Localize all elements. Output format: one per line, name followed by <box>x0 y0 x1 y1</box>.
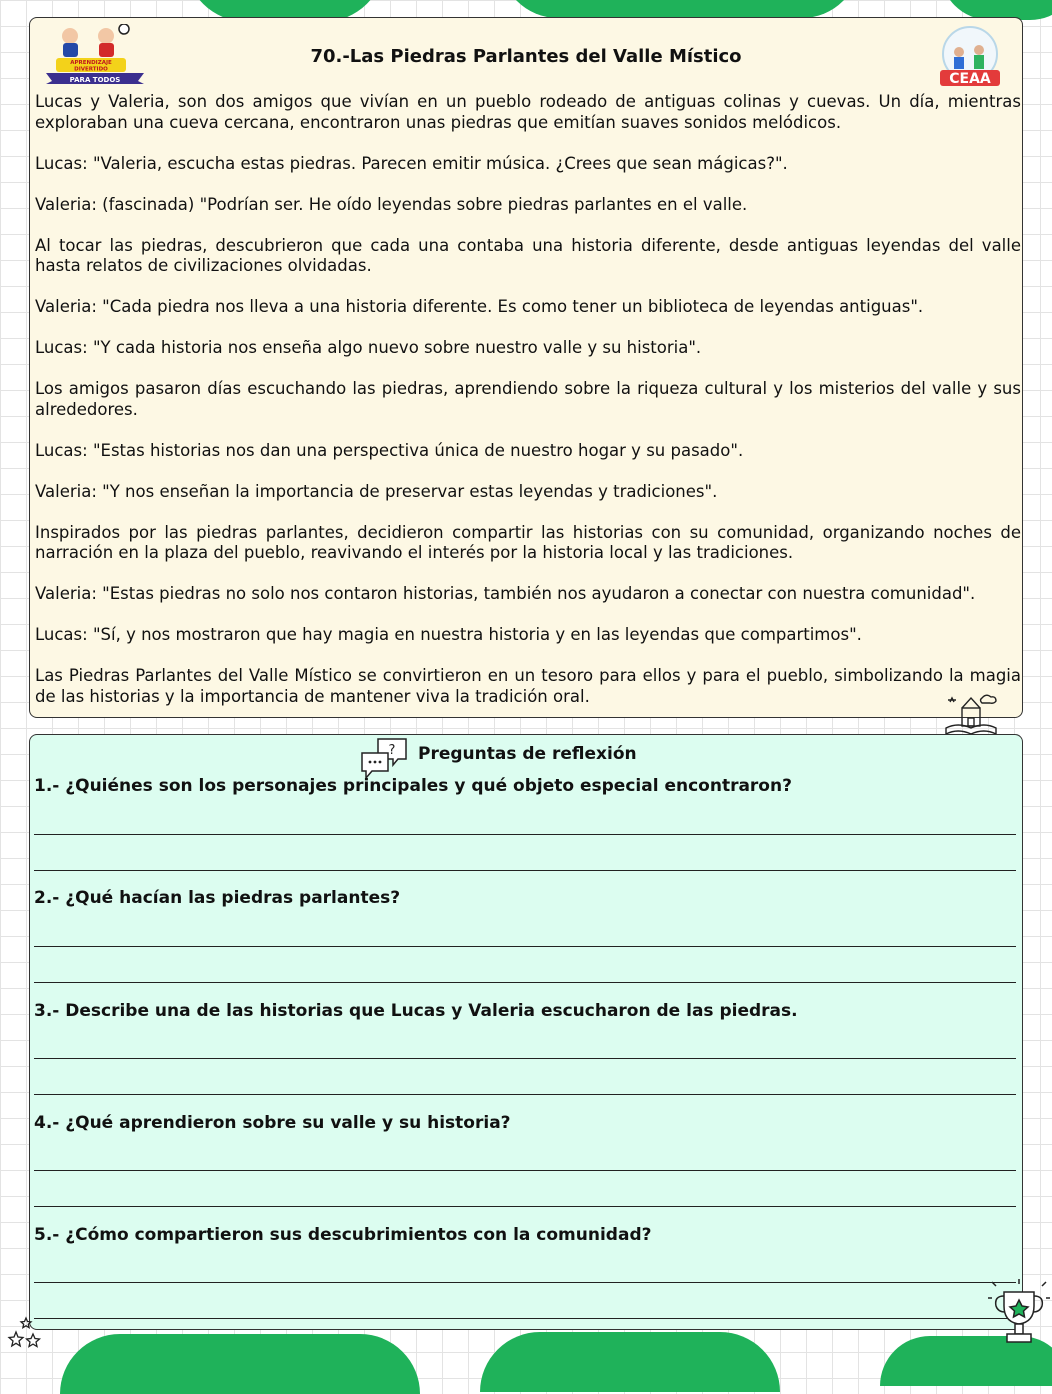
question-1: 1.- ¿Quiénes son los personajes principales y qué objeto especial encontraron? <box>34 776 792 796</box>
story-paragraph: Valeria: "Cada piedra nos lleva a una historia diferente. Es como tener un biblioteca de leyendas antiguas". <box>35 297 924 316</box>
reflection-title: Preguntas de reflexión <box>418 744 637 764</box>
answer-line[interactable] <box>34 1318 1016 1319</box>
logo-text-line-1: APRENDIZAJE <box>70 60 112 66</box>
top-center-green-decoration <box>500 0 860 18</box>
logo-ceaa-text: CEAA <box>949 71 991 87</box>
story-paragraph: Valeria: (fascinada) "Podrían ser. He oído leyendas sobre piedras parlantes en el valle. <box>35 194 748 214</box>
answer-line[interactable] <box>34 1206 1016 1207</box>
story-paragraph: Valeria: "Estas piedras no solo nos contaron historias, también nos ayudaron a conectar con nuestra comunidad". <box>35 584 976 603</box>
answer-line[interactable] <box>34 946 1016 947</box>
story-paragraph: Valeria: "Y nos enseñan la importancia de preservar estas leyendas y tradiciones". <box>35 481 718 501</box>
story-title: 70.-Las Piedras Parlantes del Valle Místico <box>310 46 742 67</box>
answer-line[interactable] <box>34 1170 1016 1171</box>
answer-line[interactable] <box>34 1282 1016 1283</box>
story-paragraph: Lucas: "Estas historias nos dan una perspectiva única de nuestro hogar y su pasado". <box>35 440 744 460</box>
logo-text-line-3: PARA TODOS <box>69 76 121 84</box>
logo-ceaa-icon <box>935 26 1005 88</box>
reflection-panel <box>29 734 1023 1330</box>
story-paragraph: Lucas: "Sí, y nos mostraron que hay magia en nuestra historia y en las leyendas que compartimos". <box>35 625 862 644</box>
question-5: 5.- ¿Cómo compartieron sus descubrimientos con la comunidad? <box>34 1225 652 1245</box>
question-3: 3.- Describe una de las historias que Lucas y Valeria escucharon de las piedras. <box>34 1001 798 1021</box>
story-paragraph: Lucas: "Y cada historia nos enseña algo nuevo sobre nuestro valle y su historia". <box>35 338 702 357</box>
bottom-left-green-decoration <box>60 1334 420 1394</box>
story-paragraph: Lucas y Valeria, son dos amigos que vivían en un pueblo rodeado de antiguas colinas y cuevas. Un día, mientras exploraban una cueva cercana, encontraron unas piedras que emitían suaves sonidos melódicos. <box>35 92 1021 132</box>
question-4: 4.- ¿Qué aprendieron sobre su valle y su historia? <box>34 1113 511 1133</box>
answer-line[interactable] <box>34 982 1016 983</box>
story-paragraph: Las Piedras Parlantes del Valle Místico se convirtieron en un tesoro para ellos y para el pueblo, simbolizando la magia de las historias y la importancia de mantener viva la tradición oral. <box>35 666 1021 706</box>
castle-book-icon <box>942 690 1000 736</box>
answer-line[interactable] <box>34 1058 1016 1059</box>
story-panel <box>29 17 1023 718</box>
logo-text-line-2: DIVERTIDO <box>74 66 108 73</box>
reflection-header <box>360 737 637 781</box>
chat-question-icon <box>360 737 410 781</box>
question-2: 2.- ¿Qué hacían las piedras parlantes? <box>34 888 401 908</box>
story-paragraph: Inspirados por las piedras parlantes, decidieron compartir las historias con su comunidad, organizando noches de narración en la plaza del pueblo, reavivando el interés por la historia local y las tradiciones. <box>35 522 1021 562</box>
trophy-icon <box>988 1278 1050 1356</box>
story-paragraph: Al tocar las piedras, descubrieron que cada una contaba una historia diferente, desde antiguas leyendas del valle hasta relatos de civilizaciones olvidadas. <box>35 235 1021 275</box>
answer-line[interactable] <box>34 1094 1016 1095</box>
bottom-center-green-decoration <box>480 1332 780 1392</box>
story-body <box>35 92 1021 728</box>
stars-icon <box>6 1314 46 1350</box>
story-paragraph: Lucas: "Valeria, escucha estas piedras. Parecen emitir música. ¿Crees que sean mágicas?". <box>35 153 788 173</box>
answer-line[interactable] <box>34 870 1016 871</box>
svg-text:?: ? <box>388 743 396 758</box>
answer-line[interactable] <box>34 834 1016 835</box>
story-paragraph: Los amigos pasaron días escuchando las piedras, aprendiendo sobre la riqueza cultural y los misterios del valle y sus alrededores. <box>35 379 1021 419</box>
